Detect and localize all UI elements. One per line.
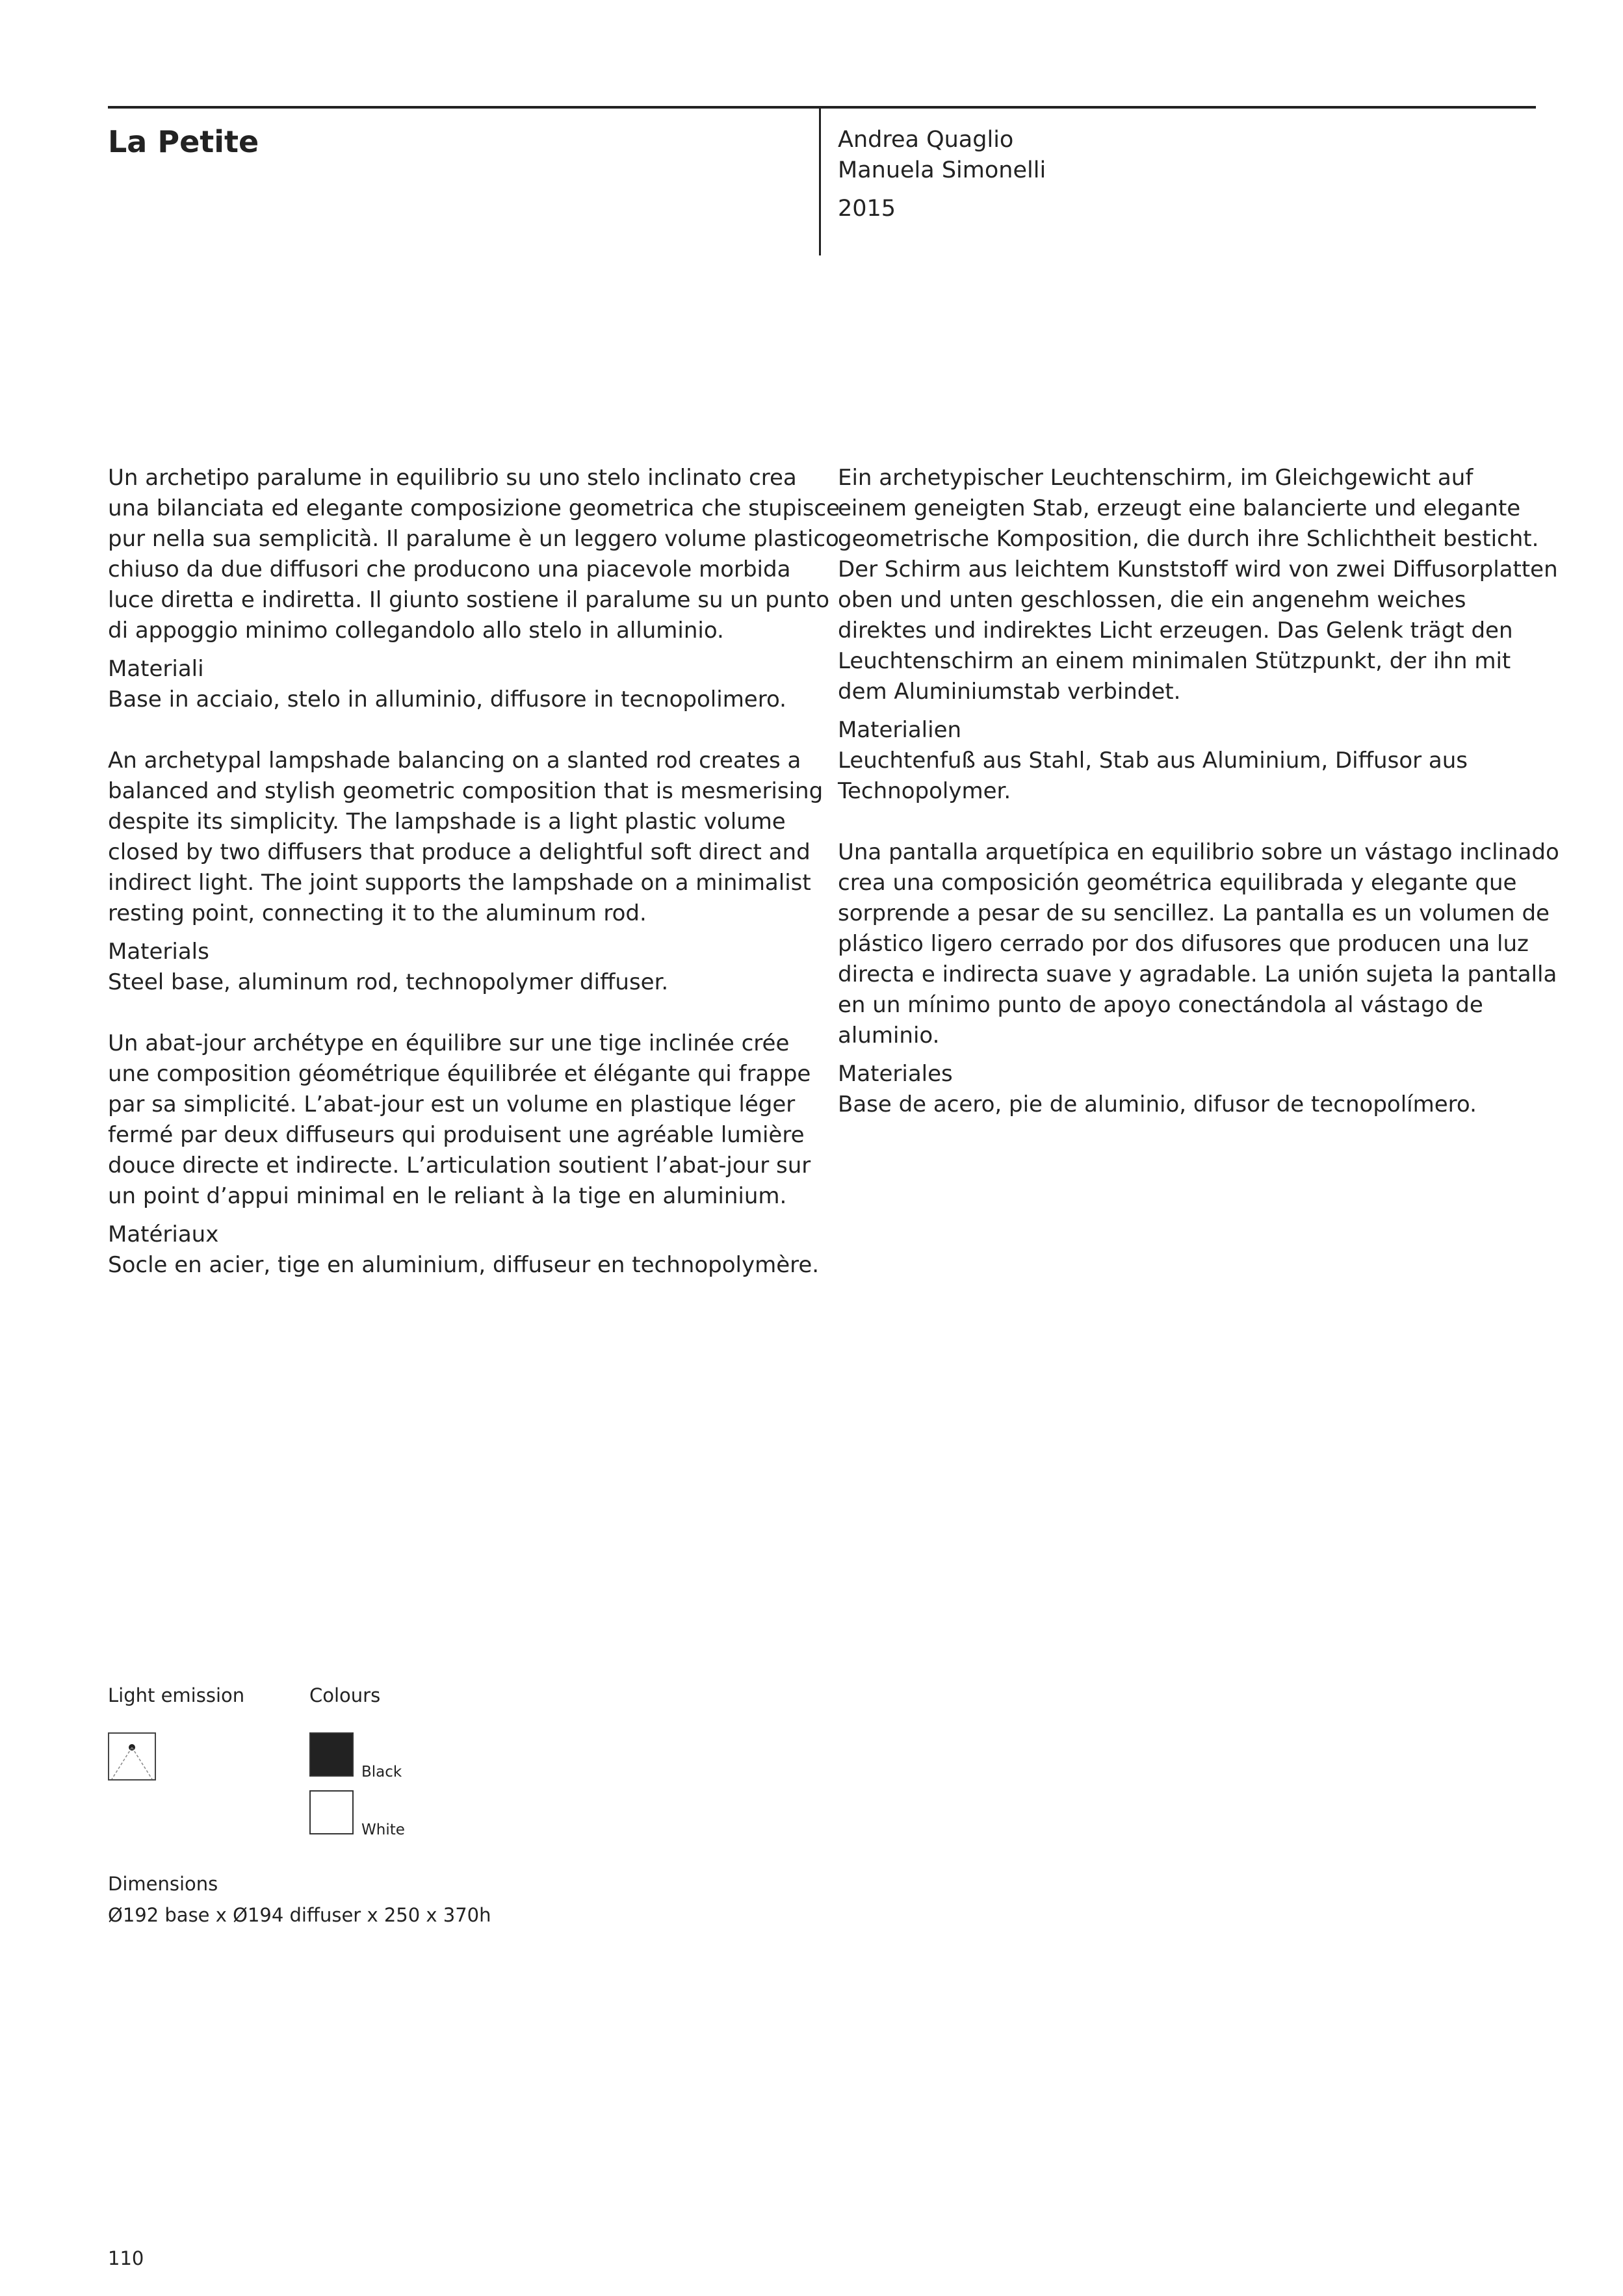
text-line: aluminio. [838,1023,940,1049]
description-block [108,746,824,998]
text-line: Leuchtenschirm an einem minimalen Stützpunkt, der ihn mit [838,648,1511,674]
text-line: Base de acero, pie de aluminio, difusor de tecnopolímero. [838,1091,1477,1117]
text-line: indirect light. The joint supports the lampshade on a minimalist [108,870,811,896]
colours-label: Colours [309,1684,381,1706]
light-emission-icon [108,1732,156,1781]
text-line: Un abat-jour archétype en équilibre sur une tige inclinée crée [108,1030,790,1056]
text-line: direktes und indirektes Licht erzeugen. Das Gelenk trägt den [838,618,1513,644]
dimensions-value: Ø192 base x Ø194 diffuser x 250 x 370h [108,1904,491,1926]
text-line: douce directe et indirecte. L’articulation soutient l’abat-jour sur [108,1153,811,1179]
text-line: Base in acciaio, stelo in alluminio, diffusore in tecnopolimero. [108,686,786,712]
description-block [838,463,1558,807]
text-line: Ein archetypischer Leuchtenschirm, im Gleichgewicht auf [838,465,1474,491]
text-line: une composition géométrique équilibrée et élégante qui frappe [108,1061,811,1087]
text-line: crea una composición geométrica equilibrada y elegante que [838,870,1517,896]
text-line: en un mínimo punto de apoyo conectándola al vástago de [838,992,1483,1018]
text-line: closed by two diffusers that produce a delightful soft direct and [108,839,811,865]
page-number: 110 [108,2247,144,2269]
materials-heading: Materials [108,939,209,965]
text-line: Der Schirm aus leichtem Kunststoff wird von zwei Diffusorplatten [838,556,1558,582]
materials-heading: Materialien [838,717,962,743]
description-paragraph [108,746,824,929]
text-line: una bilanciata ed elegante composizione geometrica che stupisce [108,495,840,521]
materials-text [108,685,816,715]
description-paragraph [108,463,840,646]
text-line: fermé par deux diffuseurs qui produisent une agréable lumière [108,1122,805,1148]
text-line: resting point, connecting it to the aluminum rod. [108,900,647,926]
description-column-right [838,463,1559,1120]
materials-heading: Materiales [838,1061,953,1087]
description-block [838,837,1559,1120]
text-line: Socle en acier, tige en aluminium, diffuseur en technopolymère. [108,1252,820,1278]
text-line: Un archetipo paralume in equilibrio su uno stelo inclinato crea [108,465,797,491]
text-line: Leuchtenfuß aus Stahl, Stab aus Aluminium, Diffusor aus [838,748,1468,774]
materials-text [838,746,1546,807]
text-line: oben und unten geschlossen, die ein angenehm weiches [838,587,1466,613]
colour-swatch-black [309,1732,354,1777]
text-line: sorprende a pesar de su sencillez. La pantalla es un volumen de [838,900,1550,926]
description-block [108,1028,820,1281]
text-line: di appoggio minimo collegandolo allo stelo in alluminio. [108,618,724,644]
materials-heading: Matériaux [108,1221,219,1247]
text-line: geometrische Komposition, die durch ihre Schlichtheit besticht. [838,526,1539,552]
description-block [108,463,840,715]
text-line: directa e indirecta suave y agradable. La unión sujeta la pantalla [838,961,1557,987]
text-line: Steel base, aluminum rod, technopolymer diffuser. [108,969,669,995]
text-line: pur nella sua semplicità. Il paralume è un leggero volume plastico [108,526,839,552]
description-paragraph [838,463,1558,707]
text-line: plástico ligero cerrado por dos difusores que producen una luz [838,931,1529,957]
text-line: dem Aluminiumstab verbindet. [838,679,1181,705]
designer-credits [838,125,1046,224]
materials-text [108,967,816,998]
description-paragraph [838,837,1559,1051]
text-line: einem geneigten Stab, erzeugt eine balancierte und elegante [838,495,1521,521]
colour-label-white: White [361,1821,405,1838]
description-paragraph [108,1028,816,1212]
designer-name: Manuela Simonelli [838,157,1046,183]
materials-text [108,1250,820,1281]
design-year: 2015 [838,196,896,222]
description-column-left [108,463,840,1281]
text-line: un point d’appui minimal en le reliant à la tige en aluminium. [108,1183,787,1209]
text-line: Technopolymer. [838,778,1011,804]
colour-label-black: Black [361,1764,402,1781]
product-title: La Petite [108,124,259,159]
text-line: par sa simplicité. L’abat-jour est un volume en plastique léger [108,1091,796,1117]
dimensions-label: Dimensions [108,1873,218,1895]
header-rule [108,106,1536,109]
designer-name: Andrea Quaglio [838,127,1014,153]
text-line: despite its simplicity. The lampshade is a light plastic volume [108,809,786,835]
text-line: An archetypal lampshade balancing on a slanted rod creates a [108,748,801,774]
materials-heading: Materiali [108,656,204,682]
text-line: balanced and stylish geometric composition that is mesmerising [108,778,824,804]
materials-text [838,1089,1546,1120]
colour-swatch-white [309,1790,354,1834]
text-line: chiuso da due diffusori che producono una piacevole morbida [108,556,791,582]
header-divider [819,106,821,255]
text-line: luce diretta e indiretta. Il giunto sostiene il paralume su un punto [108,587,830,613]
light-emission-label: Light emission [108,1684,245,1706]
text-line: Una pantalla arquetípica en equilibrio sobre un vástago inclinado [838,839,1559,865]
